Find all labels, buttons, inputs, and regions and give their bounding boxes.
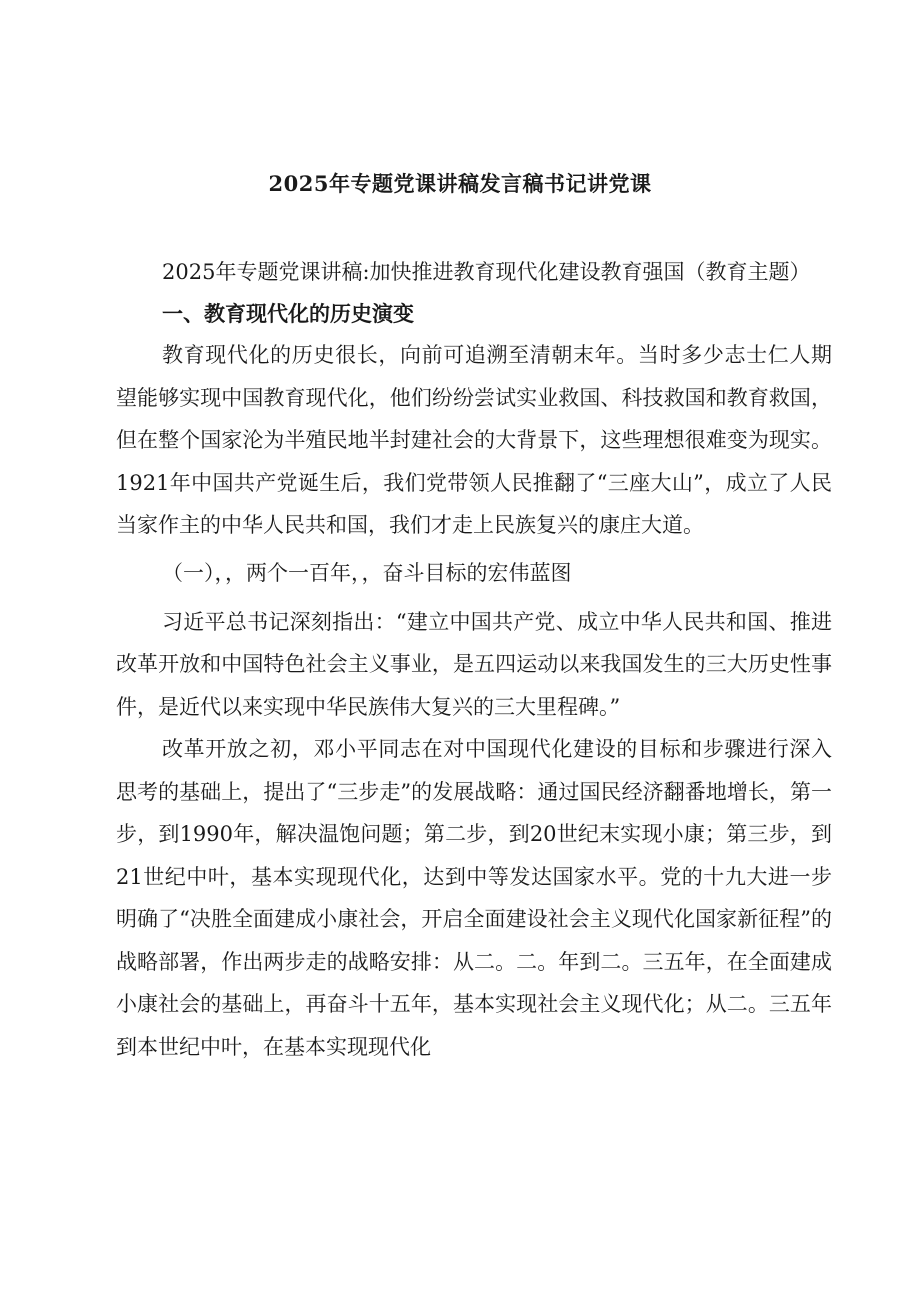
document-subtitle: 2025年专题党课讲稿:加快推进教育现代化建设教育强国（教育主题） [162,260,811,284]
paragraph-3: 改革开放之初，邓小平同志在对中国现代化建设的目标和步骤进行深入思考的基础上，提出了“三步走”的发展战略：通过国民经济翻番地增长，第一步，到1990年，解决温饱问题；第二步，到20世纪末实现小康；第三步，到21世纪中叶，基本实现现代化，达到中等发达国家水平。党的十九大进一步明确了“决胜全面建成小康社会，开启全面建设社会主义现代化国家新征程”的战略部署，作出两步走的战略安排：从二。二。年到二。三五年，在全面建成小康社会的基础上，再奋斗十五年，基本实现社会主义现代化；从二。三五年到本世纪中叶，在基本实现现代化 [116,737,832,1059]
subsection-heading-1: （一），，两个一百年，，奋斗目标的宏伟蓝图 [162,560,572,585]
document-body [116,254,832,1068]
paragraph-2: 习近平总书记深刻指出：“建立中国共产党、成立中华人民共和国、推进改革开放和中国特色社会主义事业，是五四运动以来我国发生的三大历史性事件，是近代以来实现中华民族伟大复兴的三大里程碑。” [116,609,832,719]
paragraph-1: 教育现代化的历史很长，向前可追溯至清朝末年。当时多少志士仁人期望能够实现中国教育现代化，他们纷纷尝试实业救国、科技救国和教育救国，但在整个国家沦为半殖民地半封建社会的大背景下，这些理想很难变为现实。1921年中国共产党诞生后，我们党带领人民推翻了“三座大山”，成立了人民当家作主的中华人民共和国，我们才走上民族复兴的康庄大道。 [116,343,832,537]
document-title: 2025年专题党课讲稿发言稿书记讲党课 [268,171,652,196]
section-heading-1: 一、教育现代化的历史演变 [162,301,414,326]
